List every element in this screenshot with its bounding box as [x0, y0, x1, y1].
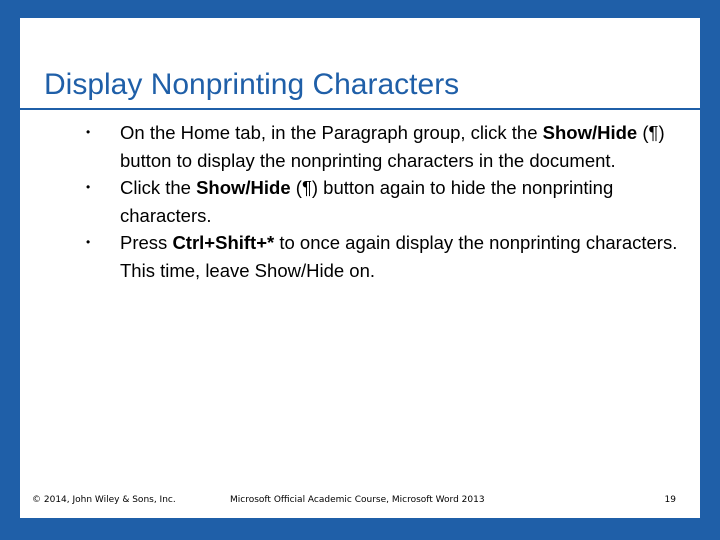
footer-course-title: Microsoft Official Academic Course, Microsoft Word 2013: [230, 495, 485, 505]
bullet-item: [20, 229, 700, 284]
bullet-text-segment: Press: [120, 232, 173, 253]
bullet-text-segment: On the Home tab, in the Paragraph group, click the: [120, 122, 543, 143]
bullet-text-bold: Show/Hide: [196, 177, 291, 198]
bullet-list: [20, 119, 700, 284]
slide: [20, 18, 700, 518]
bullet-text-segment: Click the: [120, 177, 197, 198]
bullet-text-segment: (¶) button to display the nonprinting characters in the document.: [120, 122, 665, 171]
slide-title: Display Nonprinting Characters: [44, 68, 460, 101]
bullet-text-segment: to once again display the nonprinting characters. This time, leave Show/Hide on.: [120, 232, 678, 281]
bullet-text-segment: (¶) button again to hide the nonprinting characters.: [120, 177, 614, 226]
bullet-text-bold: Ctrl+Shift+*: [172, 232, 275, 253]
slide-footer: [20, 495, 700, 509]
bullet-dot: •: [86, 180, 91, 194]
bullet-dot: •: [86, 235, 91, 249]
bullet-item: [20, 174, 700, 229]
bullet-text: [120, 177, 613, 226]
bullet-item: [20, 119, 700, 174]
page-number: 19: [664, 495, 676, 505]
bullet-text: [120, 122, 665, 171]
footer-copyright: © 2014, John Wiley & Sons, Inc.: [32, 495, 176, 505]
title-underline: [20, 108, 700, 110]
bullet-dot: •: [86, 125, 91, 139]
bullet-text: [120, 232, 677, 281]
bullet-text-bold: Show/Hide: [542, 122, 638, 143]
